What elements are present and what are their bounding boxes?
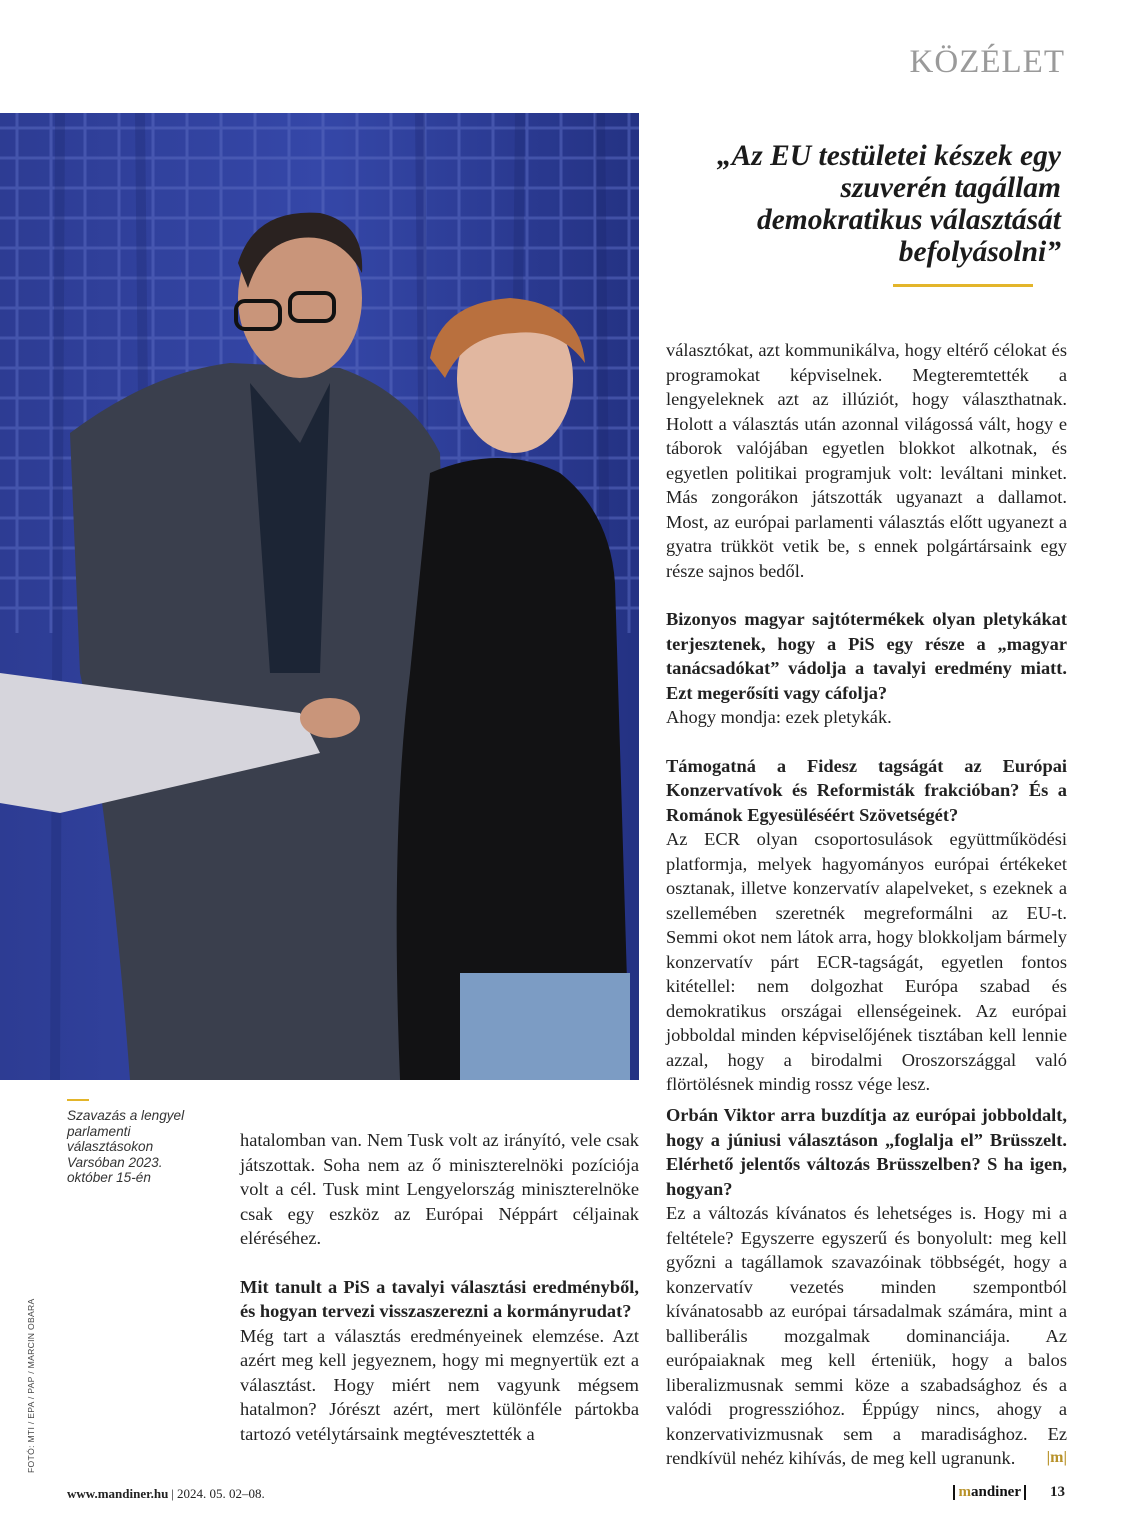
page-number: 13 — [1050, 1484, 1065, 1500]
paragraph: Még tart a választás eredményeinek elemzése. Azt azért meg kell jegyeznem, hogy mi megnyertük ezt a választást. Hogy miért nem vagyunk mégsem hatalmon? Jórészt azért, mert különféle pártokba tartozó vetélytársaink megtévesztették a — [240, 1325, 639, 1444]
interview-question: Mit tanult a PiS a tavalyi választási eredményből, és hogyan tervezi visszaszerezni a kormányrudat? — [240, 1276, 639, 1321]
photo-credit: FOTÓ: MTI / EPA / PAP / MARCIN OBARA — [26, 1298, 36, 1473]
pull-quote: „Az EU testületei készek egy szuverén tagállam demokratikus választását befolyásolni” — [716, 140, 1061, 268]
quote-divider — [893, 284, 1033, 287]
paragraph: Az ECR olyan csoportosulások együttműködési platformja, melyek hagyományos európai értékeket osztanak, illetve konzervatív alapelveket, s ezeknek a szellemében szeretnék megreformálni az EU-t. Semmi okot nem látok arra, hogy blokkoljam bármely konzervatív párt ECR-tagságát, egyetlen fontos kitétellel: nem dolgozhat Európa szabad és demokratikus országai ellenségeinek. Az európai jobboldal minden képviselőjének tisztában kell lennie azzal, hogy a birodalmi Oroszországgal való flörtölésnek mindig rossz vége lesz. — [666, 829, 1067, 1094]
section-title: KÖZÉLET — [909, 44, 1065, 80]
paragraph — [666, 1201, 1067, 1471]
footer-separator: | — [171, 1486, 174, 1501]
caption-divider — [67, 1099, 89, 1101]
paragraph: választókat, azt kommunikálva, hogy eltérő célokat és programokat képviselnek. Megteremtették a lengyeleknek azt az illúziót, hogy választhatnak. Holott a választás után azonnal világossá vált, hogy e táborok valójában egyetlen blokkot alkotnak, és egyetlen politikai programjuk volt: leváltani minket. Más zongorákon játszották ugyanazt a dallamot. Most, az európai parlamenti választás előtt ugyanezt a gyatra trükköt vetik be, s ennek polgártársaink egy része sajnos bedől. — [666, 340, 1067, 581]
interview-question: Orbán Viktor arra buzdítja az európai jobboldalt, hogy a júniusi választáson „foglalja el” Brüsszelt. Elérhető jelentős változás Brüsszelben? S ha igen, hogyan? — [666, 1105, 1067, 1199]
footer-date: 2024. 05. 02–08. — [177, 1486, 265, 1501]
right-column-top — [666, 338, 1067, 1097]
mandiner-logo: mandiner — [953, 1485, 1026, 1500]
paragraph: hatalomban van. Nem Tusk volt az irányító, vele csak játszottak. Soha nem az ő miniszterelnöki pozíciója volt a cél. Tusk mint Lengyelország miniszterelnöke csak egy eszköz az Európai Néppárt céljainak eléréséhez. — [240, 1130, 639, 1248]
footer-left — [67, 1486, 265, 1502]
interview-question: Támogatná a Fidesz tagságát az Európai Konzervatívok és Reformisták frakcióban? És a Románok Egyesüléséért Szövetségét? — [666, 755, 1067, 825]
photo-caption: Szavazás a lengyel parlamenti választásokon Varsóban 2023. október 15-én — [67, 1108, 185, 1185]
middle-column — [240, 1128, 639, 1446]
footer-url[interactable]: www.mandiner.hu — [67, 1486, 169, 1501]
article-photo — [0, 113, 639, 1080]
end-mark: |m| — [1046, 1449, 1067, 1466]
footer-right — [953, 1484, 1065, 1501]
interview-question: Bizonyos magyar sajtótermékek olyan pletykákat terjesztenek, hogy a PiS egy része a „magyar tanácsadókat” vádolja a tavalyi eredmény miatt. Ezt megerősíti vagy cáfolja? — [666, 609, 1067, 703]
paragraph: Ahogy mondja: ezek pletykák. — [666, 707, 892, 727]
paragraph-text: Ez a változás kívánatos és lehetséges is. Hogy mi a feltétele? Egyszerre egyszerű és bonyolult: meg kell győzni a tagállamok szavazóinak többségét, hogy a konzervatív vezetés minden szempontból kívánatosabb az európai társadalmak számára, mint a balliberális mozgalmak dominanciája. Az európaiaknak meg kell érteniük, hogy a balos liberalizmusnak semmi köze a szabadsághoz és a valódi progresszióhoz. Éppúgy nincs, ahogy a konzervativizmusnak sem a maradisághoz. Ez rendkívül nehéz kihívás, de meg kell ugranunk. — [666, 1203, 1067, 1468]
right-column-bottom — [666, 1103, 1067, 1471]
